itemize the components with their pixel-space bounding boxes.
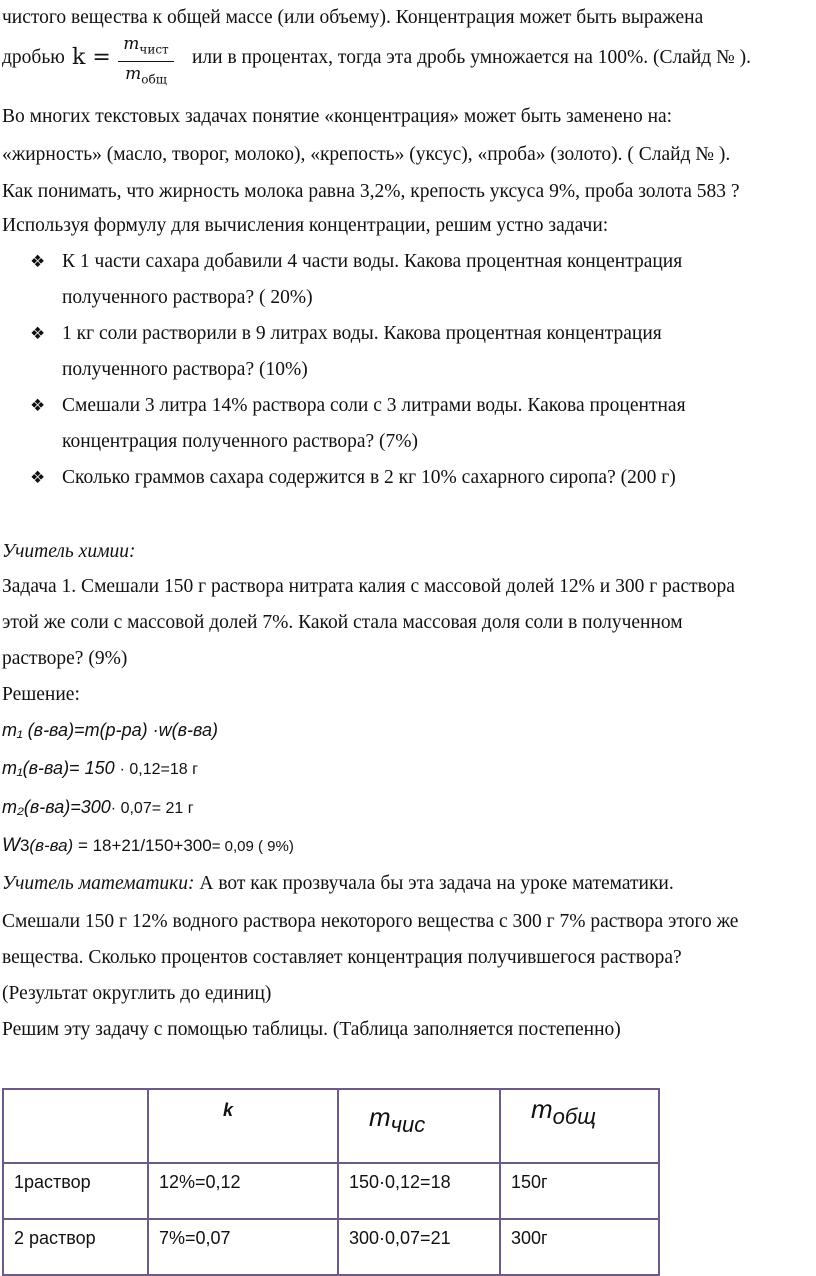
fraction-denominator: $m_{общ}$ <box>125 64 167 87</box>
formula-line: m₂(в-ва)=300· 0,07= 21 г <box>2 797 194 817</box>
list-item: полученного раствора? ( 20%) <box>62 287 313 308</box>
chem-teacher-label: Учитель химии: <box>2 541 136 562</box>
formula-line: m₁ (в-ва)=m(р-ра) ·w(в-ва) <box>2 720 218 740</box>
solution-label: Решение: <box>2 684 80 705</box>
text-line: Во многих текстовых задачах понятие «концентрация» может быть заменено на: <box>2 106 673 127</box>
text-line: Используя формулу для вычисления концентрации, решим устно задачи: <box>2 215 609 236</box>
diamond-bullet-icon: ❖ <box>30 468 46 488</box>
text-line: Решим эту задачу с помощью таблицы. (Таблица заполняется постепенно) <box>2 1019 621 1040</box>
text-line: вещества. Сколько процентов составляет концентрация получившегося раствора? <box>2 947 682 968</box>
text-line: растворе? (9%) <box>2 648 128 669</box>
table-row <box>3 1219 659 1275</box>
list-item: 1 кг соли растворили в 9 литрах воды. Какова процентная концентрация <box>62 323 662 344</box>
text-line: Задача 1. Смешали 150 г раствора нитрата калия с массовой долей 12% и 300 г раствора <box>2 576 735 597</box>
list-item: концентрация полученного раствора? (7%) <box>62 431 419 452</box>
formula-line: W3(в-ва) = 18+21/150+300= 0,09 ( 9%) <box>2 835 294 856</box>
math-teacher-label: Учитель математики: <box>2 873 195 894</box>
solution-table <box>2 1088 660 1276</box>
table-header-m-chis: $m_{чис}$ <box>338 1089 500 1163</box>
table-cell: 1раствор <box>3 1163 148 1219</box>
diamond-bullet-icon: ❖ <box>30 396 46 416</box>
diamond-bullet-icon: ❖ <box>30 252 46 272</box>
text-line: или в процентах, тогда эта дробь умножается на 100%. (Слайд № ). <box>192 47 751 68</box>
text-line: чистого вещества к общей массе (или объему). Концентрация может быть выражена <box>2 7 704 28</box>
text-line: Смешали 150 г 12% водного раствора некоторого вещества с 300 г 7% раствора этого же <box>2 911 739 932</box>
formula-line: m₁(в-ва)= 150 · 0,12=18 г <box>2 758 198 778</box>
list-item: Сколько граммов сахара содержится в 2 кг 10% сахарного сиропа? (200 г) <box>62 467 676 488</box>
table-header-m-obsh: $m_{общ}$ <box>500 1089 659 1163</box>
table-header-k: k <box>148 1089 338 1163</box>
list-item: полученного раствора? (10%) <box>62 359 308 380</box>
fraction-bar <box>118 61 174 62</box>
table-cell: 300г <box>500 1219 659 1275</box>
concentration-fraction <box>118 34 174 90</box>
table-cell: 2 раствор <box>3 1219 148 1275</box>
fraction-numerator: $m_{чист}$ <box>123 34 169 57</box>
table-cell: 7%=0,07 <box>148 1219 338 1275</box>
table-cell: 150г <box>500 1163 659 1219</box>
table-cell: 300·0,07=21 <box>338 1219 500 1275</box>
diamond-bullet-icon: ❖ <box>30 324 46 344</box>
list-item: Смешали 3 литра 14% раствора соли с 3 литрами воды. Какова процентная <box>62 395 686 416</box>
text-line: «жирность» (масло, творог, молоко), «крепость» (уксус), «проба» (золото). ( Слайд № ). <box>2 144 731 165</box>
table-cell: 12%=0,12 <box>148 1163 338 1219</box>
table-header-row <box>3 1089 659 1163</box>
text-line: (Результат округлить до единиц) <box>2 983 272 1004</box>
text-line: Учитель математики: А вот как прозвучала бы эта задача на уроке математики. <box>2 873 674 894</box>
list-item: К 1 части сахара добавили 4 части воды. Какова процентная концентрация <box>62 251 683 272</box>
formula-lhs: k = <box>72 45 111 70</box>
table-row <box>3 1163 659 1219</box>
text-line: дробью <box>2 47 65 68</box>
table-cell: 150·0,12=18 <box>338 1163 500 1219</box>
text-line: этой же соли с массовой долей 7%. Какой стала массовая доля соли в полученном <box>2 612 683 633</box>
text-line: Как понимать, что жирность молока равна 3,2%, крепость уксуса 9%, проба золота 583 ? <box>2 181 740 202</box>
